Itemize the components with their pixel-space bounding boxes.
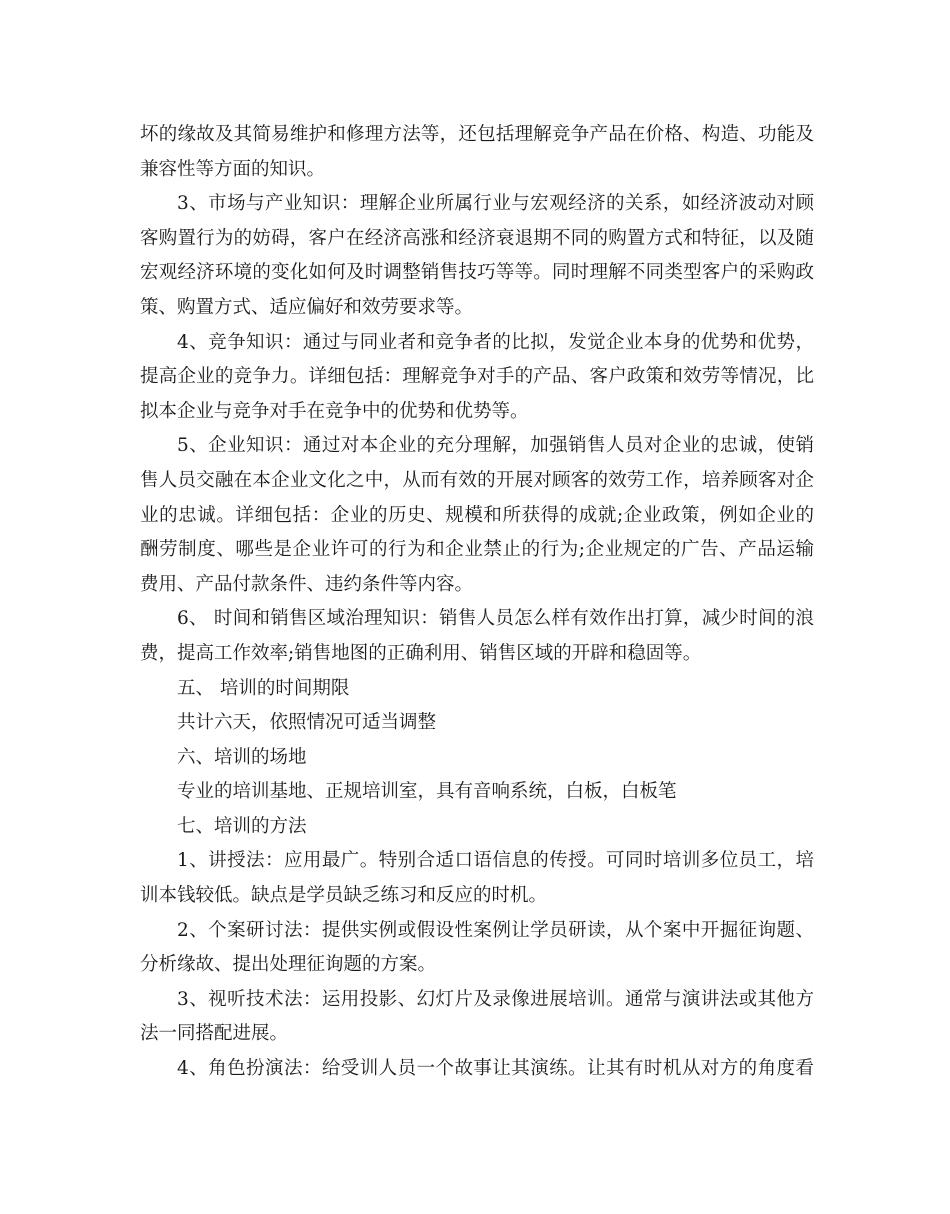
text-line: 3、市场与产业知识：理解企业所属行业与宏观经济的关系，如经济波动对顾 xyxy=(177,193,814,215)
text-line: 1、讲授法：应用最广。特别合适口语信息的传授。可同时培训多位员工，培 xyxy=(177,850,814,872)
text-line: 七、培训的方法 xyxy=(177,815,307,837)
text-line: 分析缘故、提出处理征询题的方案。 xyxy=(140,954,437,976)
text-line: 6、 时间和销售区域治理知识：销售人员怎么样有效作出打算，减少时间的浪 xyxy=(177,608,814,630)
text-line: 费用、产品付款条件、违约条件等内容。 xyxy=(140,573,474,595)
document-body xyxy=(140,118,814,1087)
text-line: 客购置行为的妨碍，客户在经济高涨和经济衰退期不同的购置方式和特征，以及随 xyxy=(140,227,814,249)
text-line: 法一同搭配进展。 xyxy=(140,1023,289,1045)
text-line: 共计六天，依照情况可适当调整 xyxy=(177,712,437,734)
text-line: 坏的缘故及其简易维护和修理方法等，还包括理解竞争产品在价格、构造、功能及 xyxy=(140,124,814,145)
text-line: 4、竞争知识：通过与同业者和竞争者的比拟，发觉企业本身的优势和优势， xyxy=(177,331,814,353)
text-line: 六、培训的场地 xyxy=(177,746,307,768)
text-line: 五、 培训的时间期限 xyxy=(177,677,350,699)
text-line: 4、角色扮演法：给受训人员一个故事让其演练。让其有时机从对方的角度看 xyxy=(177,1058,814,1080)
text-line: 宏观经济环境的变化如何及时调整销售技巧等等。同时理解不同类型客户的采购政 xyxy=(140,262,814,284)
text-line: 3、视听技术法：运用投影、幻灯片及录像进展培训。通常与演讲法或其他方 xyxy=(177,988,814,1010)
text-line: 5、企业知识：通过对本企业的充分理解，加强销售人员对企业的忠诚，使销 xyxy=(177,435,814,457)
text-line: 专业的培训基地、正规培训室，具有音响系统，白板，白板笔 xyxy=(177,781,677,803)
text-line: 策、购置方式、适应偏好和效劳要求等。 xyxy=(140,296,474,318)
text-line: 费，提高工作效率;销售地图的正确利用、销售区域的开辟和稳固等。 xyxy=(140,642,702,664)
text-line: 业的忠诚。详细包括：企业的历史、规模和所获得的成就;企业政策，例如企业的 xyxy=(140,504,814,526)
text-line: 拟本企业与竞争对手在竞争中的优势和优势等。 xyxy=(140,400,529,422)
text-line: 提高企业的竞争力。详细包括：理解竞争对手的产品、客户政策和效劳等情况，比 xyxy=(140,366,814,388)
text-line: 2、个案研讨法：提供实例或假设性案例让学员研读，从个案中开掘征询题、 xyxy=(177,919,814,941)
text-line: 售人员交融在本企业文化之中，从而有效的开展对顾客的效劳工作，培养顾客对企 xyxy=(140,469,814,491)
text-line: 兼容性等方面的知识。 xyxy=(140,158,326,180)
text-line: 训本钱较低。缺点是学员缺乏练习和反应的时机。 xyxy=(140,885,548,907)
text-line: 酬劳制度、哪些是企业许可的行为和企业禁止的行为;企业规定的广告、产品运输 xyxy=(140,539,814,561)
